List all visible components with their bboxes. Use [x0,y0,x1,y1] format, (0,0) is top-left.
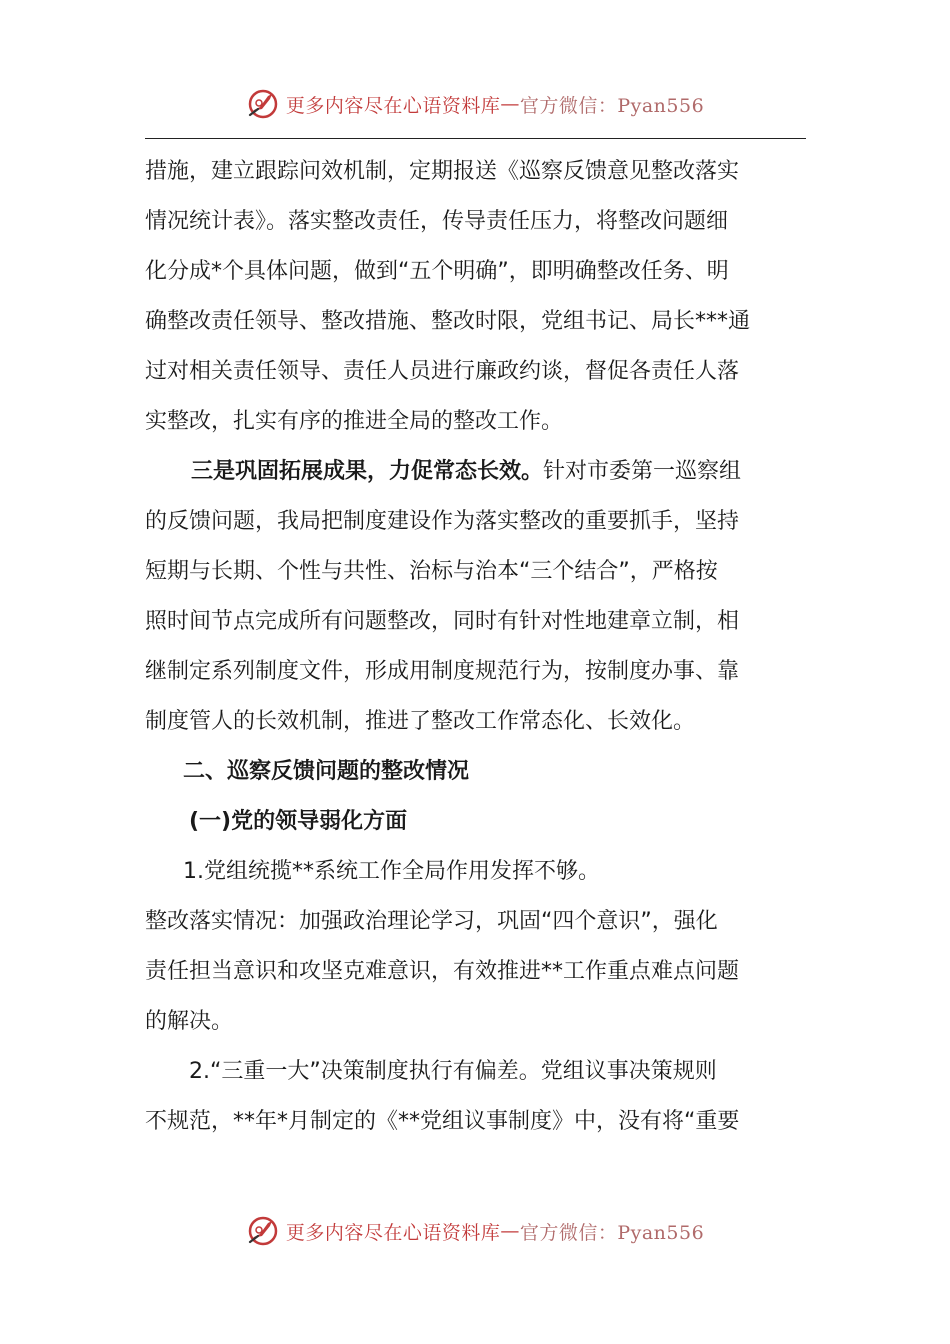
header-contact-text: 官方微信：Pyan556 [519,94,705,117]
header-dash: — [500,93,520,115]
quill-logo-icon [246,1214,280,1248]
subsection-heading: (一)党的领导弱化方面 [189,809,408,834]
issue-item: 2.“三重一大”决策制度执行有偏差。党组议事决策规则 [189,1059,717,1084]
header-brand-text: 更多内容尽在心语资料库 [285,94,501,117]
paragraph-line: 整改落实情况：加强政治理论学习，巩固“四个意识”，强化 [145,909,718,934]
section-heading: 二、巡察反馈问题的整改情况 [183,759,470,784]
document-body [145,147,810,1147]
paragraph-line: 过对相关责任领导、责任人员进行廉政约谈，督促各责任人落 [145,359,740,384]
paragraph-line: 实整改，扎实有序的推进全局的整改工作。 [145,409,564,434]
paragraph-line: 的解决。 [145,1009,234,1034]
paragraph-line: 措施，建立跟踪问效机制，定期报送《巡察反馈意见整改落实 [145,159,740,184]
paragraph-line: 短期与长期、个性与共性、治标与治本“三个结合”，严格按 [145,559,718,584]
quill-logo-icon [246,87,280,121]
lead-sentence-bold: 三是巩固拓展成果，力促常态长效。 [191,459,544,484]
paragraph-line: 责任担当意识和攻坚克难意识，有效推进**工作重点难点问题 [145,959,740,984]
footer-brand-text: 更多内容尽在心语资料库 [285,1221,501,1244]
paragraph-line [145,447,810,497]
paragraph-line: 不规范，**年*月制定的《**党组议事制度》中，没有将“重要 [145,1109,740,1134]
paragraph-line: 的反馈问题，我局把制度建设作为落实整改的重要抓手，坚持 [145,509,740,534]
footer-watermark [0,1211,950,1251]
footer-contact-text: 官方微信：Pyan556 [519,1221,705,1244]
header-watermark [0,84,950,124]
lead-sentence-rest: 针对市委第一巡察组 [543,459,742,484]
issue-item: 1.党组统揽**系统工作全局作用发挥不够。 [183,859,600,884]
paragraph-line: 继制定系列制度文件，形成用制度规范行为，按制度办事、靠 [145,659,740,684]
footer-dash: — [500,1220,520,1242]
paragraph-line: 照时间节点完成所有问题整改，同时有针对性地建章立制，相 [145,609,740,634]
paragraph-line: 情况统计表》。落实整改责任，传导责任压力，将整改问题细 [145,209,729,234]
paragraph-line: 确整改责任领导、整改措施、整改时限，党组书记、局长***通 [145,309,751,334]
paragraph-line: 化分成*个具体问题，做到“五个明确”，即明确整改任务、明 [145,259,729,284]
header-divider [145,138,806,139]
paragraph-line: 制度管人的长效机制，推进了整改工作常态化、长效化。 [145,709,696,734]
